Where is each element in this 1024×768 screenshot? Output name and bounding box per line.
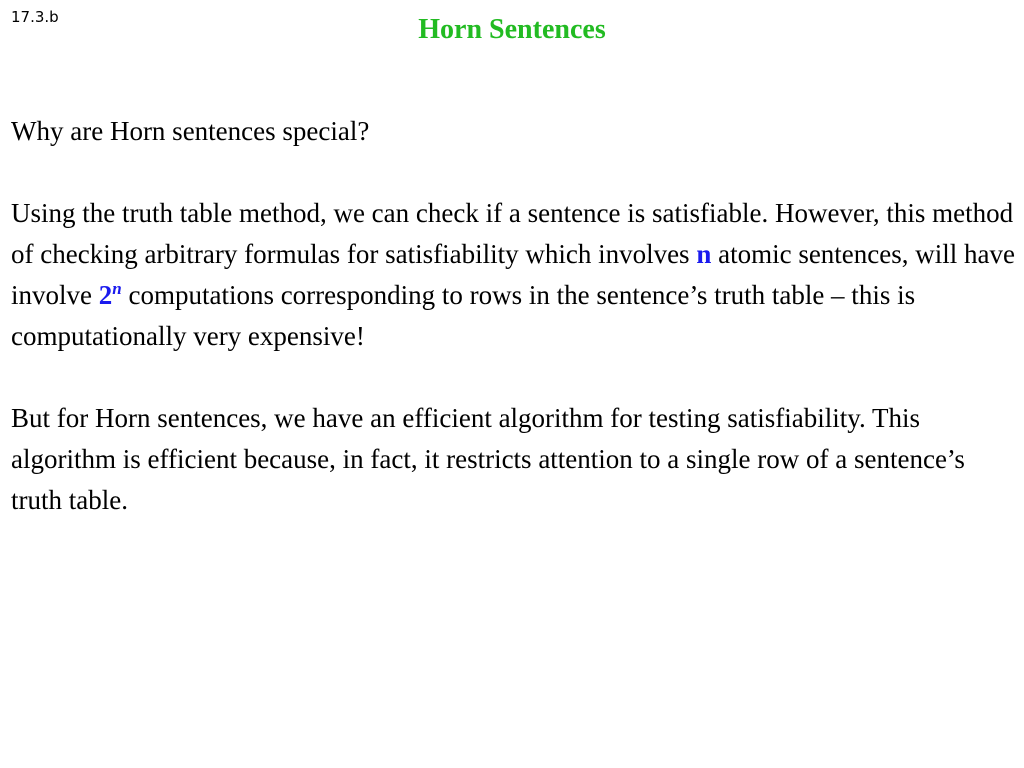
truth-table-text-3: computations corresponding to rows in the sentence’s truth table – this is computationally very expensive! (11, 280, 916, 351)
slide-title: Horn Sentences (418, 14, 606, 45)
truth-table-text-1: Using the truth table method, we can check if a sentence is satisfiable. However, this method of checking arbitrary formulas for satisfiability which involves (11, 198, 1014, 269)
power-base: 2 (98, 280, 113, 310)
power-exponent: n (112, 279, 122, 298)
truth-table-paragraph (11, 193, 1016, 357)
truth-table-text-2: atomic sentences, will have involve (11, 239, 1015, 310)
paragraph-spacer (11, 357, 1016, 398)
power-expression (99, 280, 122, 310)
intro-question: Why are Horn sentences special? (11, 116, 370, 146)
variable-n: n (696, 239, 712, 269)
paragraph-spacer (11, 152, 1016, 193)
slide-number: 17.3.b (11, 8, 59, 26)
slide-body (11, 111, 1016, 521)
horn-algorithm-paragraph: But for Horn sentences, we have an efficient algorithm for testing satisfiability. This algorithm is efficient because, in fact, it restricts attention to a single row of a sentence’s truth table. (11, 403, 965, 515)
